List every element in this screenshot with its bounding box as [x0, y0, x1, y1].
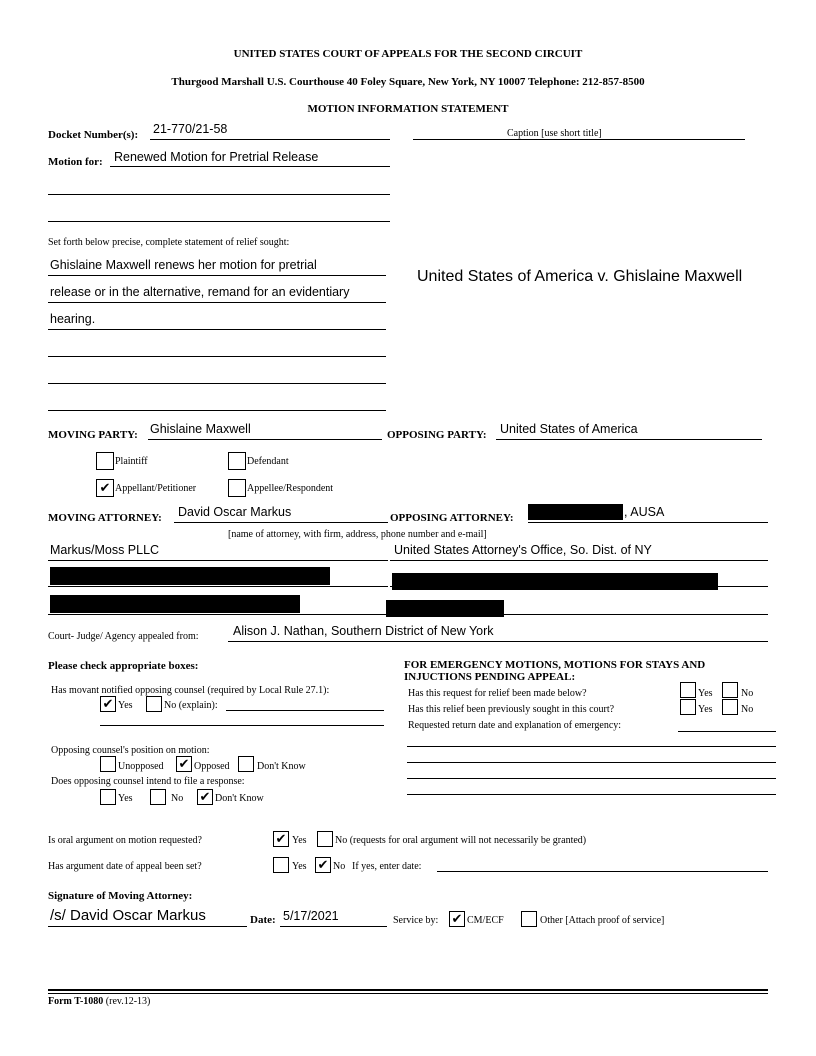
opposed-label: Opposed [194, 761, 230, 772]
appellee-checkbox[interactable] [228, 479, 246, 497]
emergency-heading-2: INJUCTIONS PENDING APPEAL: [404, 671, 576, 683]
emergency-line-1 [407, 746, 776, 747]
response-yes-checkbox[interactable] [100, 789, 116, 805]
moving-attorney-line [174, 522, 388, 523]
redaction-opposing-address-1 [392, 573, 718, 590]
court-value[interactable]: Alison J. Nathan, Southern District of New York [233, 624, 494, 638]
motion-blank-line-2 [48, 221, 390, 222]
appellant-label: Appellant/Petitioner [115, 483, 197, 494]
office-line [390, 560, 768, 561]
emergency-q2-no-label: No [741, 704, 754, 715]
redaction-opposing-attorney [528, 504, 623, 520]
emergency-q3: Requested return date and explanation of emergency: [408, 720, 622, 731]
date-value[interactable]: 5/17/2021 [283, 909, 339, 923]
opposing-party-label: OPPOSING PARTY: [387, 429, 487, 441]
footer-rule-thin [48, 993, 768, 994]
appellant-checkbox[interactable]: ✔ [96, 479, 114, 497]
emergency-line-3 [407, 778, 776, 779]
appellee-label: Appellee/Respondent [247, 483, 334, 494]
oral-question: Is oral argument on motion requested? [48, 835, 202, 846]
court-label: Court- Judge/ Agency appealed from: [48, 631, 199, 642]
plaintiff-checkbox[interactable] [96, 452, 114, 470]
oral-yes-label: Yes [292, 835, 307, 846]
dont-know-position-label: Don't Know [257, 761, 306, 772]
emergency-q1: Has this request for relief been made below? [408, 688, 587, 699]
cmecf-checkbox[interactable]: ✔ [449, 911, 465, 927]
moving-party-line [148, 439, 382, 440]
position-question: Opposing counsel's position on motion: [51, 745, 210, 756]
notified-no-checkbox[interactable] [146, 696, 162, 712]
redaction-moving-address-1 [50, 567, 330, 585]
opposing-office[interactable]: United States Attorney's Office, So. Dist. of NY [394, 543, 652, 557]
argument-date-enter-label: If yes, enter date: [352, 861, 422, 872]
address-line-2 [48, 614, 388, 615]
check-boxes-heading: Please check appropriate boxes: [48, 660, 199, 672]
motion-for-line [110, 166, 390, 167]
opposing-attorney-suffix: , AUSA [624, 505, 665, 519]
form-id [48, 996, 150, 1007]
form-revision: (rev.12-13) [105, 996, 151, 1007]
footer-rule-thick [48, 989, 768, 991]
response-no-checkbox[interactable] [150, 789, 166, 805]
emergency-q2-yes-label: Yes [698, 704, 713, 715]
docket-line [150, 139, 390, 140]
argument-date-yes-checkbox[interactable] [273, 857, 289, 873]
relief-line-3 [48, 329, 386, 330]
emergency-q1-no-checkbox[interactable] [722, 682, 738, 698]
emergency-heading-1: FOR EMERGENCY MOTIONS, MOTIONS FOR STAYS AND [404, 659, 706, 671]
explain-line-2 [100, 725, 384, 726]
moving-attorney-value[interactable]: David Oscar Markus [178, 505, 292, 519]
argument-date-no-label: No [333, 861, 346, 872]
motion-blank-line-1 [48, 194, 390, 195]
emergency-line-4 [407, 794, 776, 795]
argument-date-question: Has argument date of appeal been set? [48, 861, 202, 872]
opposing-party-line [496, 439, 762, 440]
relief-line-2 [48, 302, 386, 303]
oral-no-label: No (requests for oral argument will not necessarily be granted) [335, 835, 587, 846]
other-service-label: Other [Attach proof of service] [540, 915, 665, 926]
unopposed-label: Unopposed [118, 761, 164, 772]
response-question: Does opposing counsel intend to file a response: [51, 776, 245, 787]
address-line-1 [48, 586, 388, 587]
opposing-attorney-label: OPPOSING ATTORNEY: [390, 512, 514, 524]
date-line [280, 926, 387, 927]
relief-text-1[interactable]: Ghislaine Maxwell renews her motion for pretrial [50, 258, 317, 272]
unopposed-checkbox[interactable] [100, 756, 116, 772]
moving-party-value[interactable]: Ghislaine Maxwell [150, 422, 251, 436]
explain-line-1 [226, 710, 384, 711]
moving-attorney-label: MOVING ATTORNEY: [48, 512, 162, 524]
caption-line [413, 139, 745, 140]
plaintiff-label: Plaintiff [115, 456, 148, 467]
court-address: Thurgood Marshall U.S. Courthouse 40 Foley Square, New York, NY 10007 Telephone: 212-857-8500 [171, 76, 645, 88]
relief-label: Set forth below precise, complete statement of relief sought: [48, 237, 290, 248]
emergency-q1-yes-checkbox[interactable] [680, 682, 696, 698]
response-dont-know-checkbox[interactable]: ✔ [197, 789, 213, 805]
notified-question: Has movant notified opposing counsel (required by Local Rule 27.1): [51, 685, 330, 696]
opposing-attorney-line [528, 522, 768, 523]
signature-value[interactable]: /s/ David Oscar Markus [50, 907, 206, 924]
oral-no-checkbox[interactable] [317, 831, 333, 847]
notified-yes-label: Yes [118, 700, 133, 711]
notified-yes-checkbox[interactable]: ✔ [100, 696, 116, 712]
form-id-number: Form T-1080 [48, 996, 104, 1007]
cmecf-label: CM/ECF [467, 915, 504, 926]
moving-party-label: MOVING PARTY: [48, 429, 138, 441]
redaction-opposing-address-2 [386, 600, 504, 617]
relief-text-3[interactable]: hearing. [50, 312, 96, 326]
caption-label: Caption [use short title] [507, 128, 602, 139]
signature-label: Signature of Moving Attorney: [48, 890, 193, 902]
form-title: MOTION INFORMATION STATEMENT [307, 103, 509, 115]
service-label: Service by: [393, 915, 439, 926]
dont-know-position-checkbox[interactable] [238, 756, 254, 772]
emergency-q2: Has this relief been previously sought in this court? [408, 704, 615, 715]
emergency-q1-no-label: No [741, 688, 754, 699]
argument-date-line [437, 871, 768, 872]
emergency-q1-yes-label: Yes [698, 688, 713, 699]
caption-value[interactable]: United States of America v. Ghislaine Maxwell [417, 268, 743, 285]
defendant-checkbox[interactable] [228, 452, 246, 470]
argument-date-yes-label: Yes [292, 861, 307, 872]
docket-value[interactable]: 21-770/21-58 [153, 122, 228, 136]
opposing-party-value[interactable]: United States of America [500, 422, 638, 436]
attorney-note: [name of attorney, with firm, address, phone number and e-mail] [228, 529, 487, 540]
emergency-q2-no-checkbox[interactable] [722, 699, 738, 715]
other-service-checkbox[interactable] [521, 911, 537, 927]
opposed-checkbox[interactable]: ✔ [176, 756, 192, 772]
signature-line [48, 926, 247, 927]
emergency-date-line [678, 731, 776, 732]
oral-yes-checkbox[interactable]: ✔ [273, 831, 289, 847]
emergency-line-2 [407, 762, 776, 763]
redaction-moving-address-2 [50, 595, 300, 613]
response-yes-label: Yes [118, 793, 133, 804]
date-label: Date: [250, 914, 276, 926]
relief-line-6 [48, 410, 386, 411]
argument-date-no-checkbox[interactable]: ✔ [315, 857, 331, 873]
court-line [228, 641, 768, 642]
firm-line [48, 560, 388, 561]
response-dont-know-label: Don't Know [215, 793, 264, 804]
relief-line-5 [48, 383, 386, 384]
motion-for-label: Motion for: [48, 156, 103, 168]
docket-label: Docket Number(s): [48, 129, 139, 141]
response-no-label: No [171, 793, 184, 804]
relief-text-2[interactable]: release or in the alternative, remand for an evidentiary [50, 285, 350, 299]
court-title: UNITED STATES COURT OF APPEALS FOR THE SECOND CIRCUIT [233, 48, 583, 60]
relief-line-4 [48, 356, 386, 357]
defendant-label: Defendant [247, 456, 289, 467]
emergency-q2-yes-checkbox[interactable] [680, 699, 696, 715]
notified-no-label: No (explain): [164, 700, 218, 711]
moving-firm[interactable]: Markus/Moss PLLC [50, 543, 160, 557]
motion-for-value[interactable]: Renewed Motion for Pretrial Release [114, 150, 319, 164]
relief-line-1 [48, 275, 386, 276]
